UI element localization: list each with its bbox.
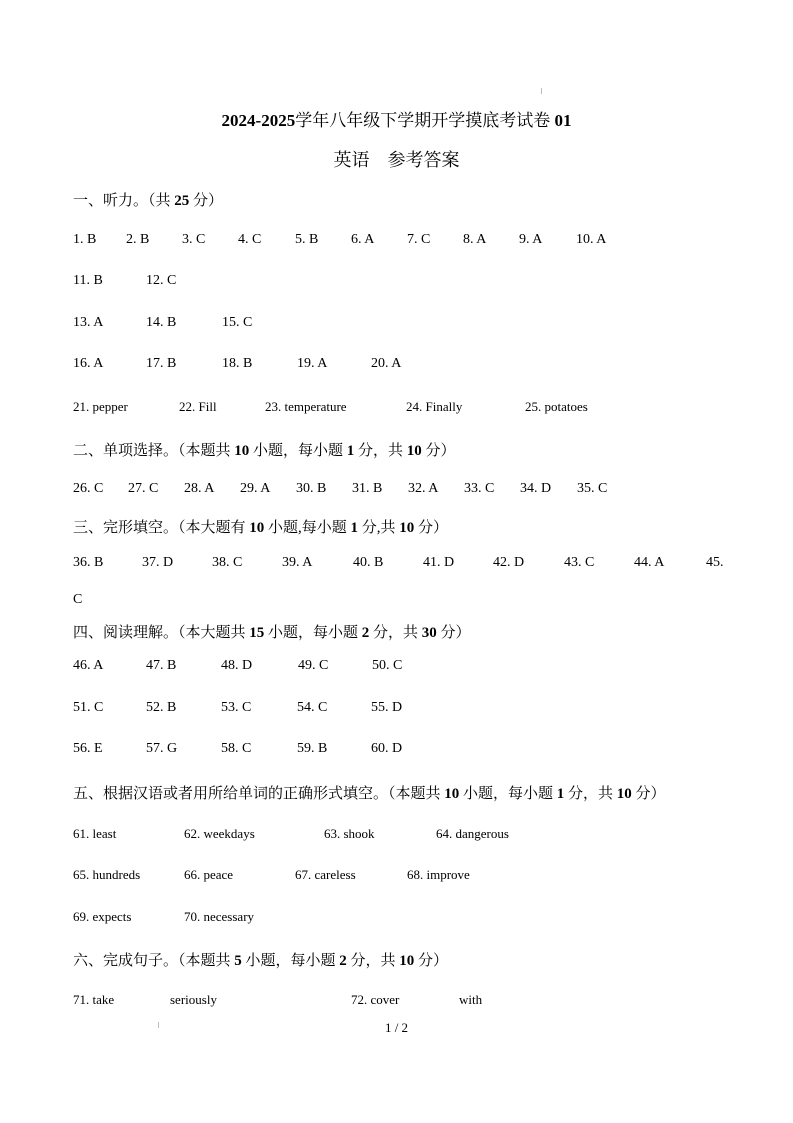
answer-item: 69. expects — [73, 909, 132, 924]
page-number: 1 / 2 — [384, 1020, 409, 1035]
section-number: 10 — [616, 786, 632, 802]
answer-item: 36. B — [73, 555, 104, 570]
answer-item: 48. D — [221, 658, 253, 673]
answer-item: 6. A — [351, 232, 375, 247]
answer-item: C — [73, 592, 83, 607]
section-heading-reading — [73, 621, 471, 642]
section-number: 10 — [444, 786, 460, 802]
section-number: 1 — [346, 443, 355, 459]
answer-item: 28. A — [184, 481, 215, 496]
answer-item: 66. peace — [184, 867, 234, 882]
section-number: 10 — [399, 953, 415, 969]
answer-item: 22. Fill — [179, 399, 217, 414]
section-text: 分） — [421, 443, 456, 459]
section-number: 10 — [234, 443, 250, 459]
answer-item: 40. B — [353, 555, 384, 570]
answer-item: 18. B — [222, 356, 253, 371]
answer-item: 54. C — [297, 700, 328, 715]
section-text: 小题，每小题 — [249, 443, 347, 459]
answer-item: 37. D — [142, 555, 174, 570]
answer-item: 32. A — [408, 481, 439, 496]
answer-item: 4. C — [238, 232, 262, 247]
section-number: 15 — [249, 625, 265, 641]
title-number: 01 — [554, 111, 572, 130]
answer-item: 62. weekdays — [184, 826, 255, 841]
answer-item: 63. shook — [324, 826, 375, 841]
section-number: 1 — [556, 786, 565, 802]
answer-item: 33. C — [464, 481, 495, 496]
section-number: 10 — [406, 443, 422, 459]
answer-item: 57. G — [146, 741, 178, 756]
answer-item: with — [459, 992, 483, 1007]
answer-item: 35. C — [577, 481, 608, 496]
section-text: 小题，每小题 — [241, 953, 340, 969]
answer-item: 10. A — [576, 232, 607, 247]
section-text: 小题,每小题 — [264, 520, 351, 536]
section-number: 2 — [361, 625, 370, 641]
section-text: 分，共 — [354, 443, 407, 459]
answer-item: 71. take — [73, 992, 115, 1007]
section-heading-cloze — [73, 516, 448, 537]
answer-item: 31. B — [352, 481, 383, 496]
section-number: 2 — [339, 953, 347, 969]
answer-item: 59. B — [297, 741, 328, 756]
answer-item: 30. B — [296, 481, 327, 496]
answer-item: 26. C — [73, 481, 104, 496]
title-text: 学年八年级下学期开学摸底考试卷 — [295, 111, 551, 130]
answer-item: 56. E — [73, 741, 103, 756]
answer-item: 49. C — [298, 658, 329, 673]
margin-mark — [158, 1022, 159, 1028]
section-text: 分，共 — [346, 953, 400, 969]
section-text: 分,共 — [358, 520, 400, 536]
answer-item: 52. B — [146, 700, 177, 715]
answer-item: 45. — [706, 555, 724, 570]
answer-item: 11. B — [73, 273, 103, 288]
answer-item: 60. D — [371, 741, 403, 756]
section-text: 分） — [631, 786, 666, 802]
answer-item: 50. C — [372, 658, 403, 673]
answer-item: 1. B — [73, 232, 97, 247]
section-number: 10 — [399, 520, 415, 536]
section-text: 分，共 — [564, 786, 617, 802]
answer-item: 20. A — [371, 356, 402, 371]
section-text: 一、听力。（共 — [73, 193, 175, 209]
answer-item: 42. D — [493, 555, 525, 570]
section-number: 10 — [249, 520, 265, 536]
section-number: 5 — [234, 953, 242, 969]
answer-item: 68. improve — [407, 867, 470, 882]
section-text: 分） — [414, 520, 449, 536]
section-number: 1 — [350, 520, 359, 536]
section-text: 四、阅读理解。（本大题共 — [73, 625, 250, 641]
section-text: 分） — [414, 953, 449, 969]
answer-item: 3. C — [182, 232, 206, 247]
answer-item: 17. B — [146, 356, 177, 371]
section-text: 五、根据汉语或者用所给单词的正确形式填空。（本题共 — [73, 786, 445, 802]
section-heading-listening — [73, 189, 223, 210]
answer-item: 7. C — [407, 232, 431, 247]
answer-item: 44. A — [634, 555, 665, 570]
section-text: 分） — [436, 625, 471, 641]
answer-item: 2. B — [126, 232, 150, 247]
answer-item: 27. C — [128, 481, 159, 496]
title-year: 2024-2025 — [221, 111, 296, 130]
answer-item: 53. C — [221, 700, 252, 715]
answer-item: 14. B — [146, 315, 177, 330]
answer-item: 43. C — [564, 555, 595, 570]
answer-item: 8. A — [463, 232, 487, 247]
answer-item: seriously — [170, 992, 217, 1007]
page-subtitle: 英语 参考答案 — [333, 150, 460, 170]
answer-item: 5. B — [295, 232, 319, 247]
section-text: 二、单项选择。（本题共 — [73, 443, 235, 459]
answer-item: 29. A — [240, 481, 271, 496]
answer-item: 47. B — [146, 658, 177, 673]
section-text: 分） — [189, 193, 224, 209]
answer-item: 21. pepper — [73, 399, 128, 414]
answer-item: 25. potatoes — [525, 399, 588, 414]
section-text: 三、完形填空。（本大题有 — [73, 520, 250, 536]
section-number: 30 — [421, 625, 437, 641]
answer-item: 39. A — [282, 555, 313, 570]
section-heading-single-choice — [73, 439, 456, 460]
answer-item: 24. Finally — [406, 399, 463, 414]
answer-item: 55. D — [371, 700, 403, 715]
section-heading-complete-sentences — [73, 949, 448, 970]
answer-item: 65. hundreds — [73, 867, 141, 882]
section-heading-fill-in — [73, 782, 666, 803]
page-title — [0, 106, 793, 131]
answer-item: 23. temperature — [265, 399, 347, 414]
answer-item: 19. A — [297, 356, 328, 371]
answer-item: 34. D — [520, 481, 552, 496]
answer-item: 9. A — [519, 232, 543, 247]
answer-item: 58. C — [221, 741, 252, 756]
answer-item: 15. C — [222, 315, 253, 330]
answer-item: 67. careless — [295, 867, 356, 882]
section-text: 小题，每小题 — [459, 786, 557, 802]
answer-item: 41. D — [423, 555, 455, 570]
margin-mark — [541, 88, 542, 94]
answer-item: 38. C — [212, 555, 243, 570]
answer-item: 12. C — [146, 273, 177, 288]
answer-item: 64. dangerous — [436, 826, 509, 841]
answer-item: 13. A — [73, 315, 104, 330]
section-text: 分，共 — [369, 625, 422, 641]
answer-item: 16. A — [73, 356, 104, 371]
answer-item: 46. A — [73, 658, 104, 673]
answer-item: 72. cover — [351, 992, 400, 1007]
answer-item: 70. necessary — [184, 909, 255, 924]
section-text: 六、完成句子。（本题共 — [73, 953, 235, 969]
section-text: 小题，每小题 — [264, 625, 362, 641]
answer-item: 61. least — [73, 826, 117, 841]
section-score: 25 — [174, 193, 190, 209]
answer-item: 51. C — [73, 700, 104, 715]
